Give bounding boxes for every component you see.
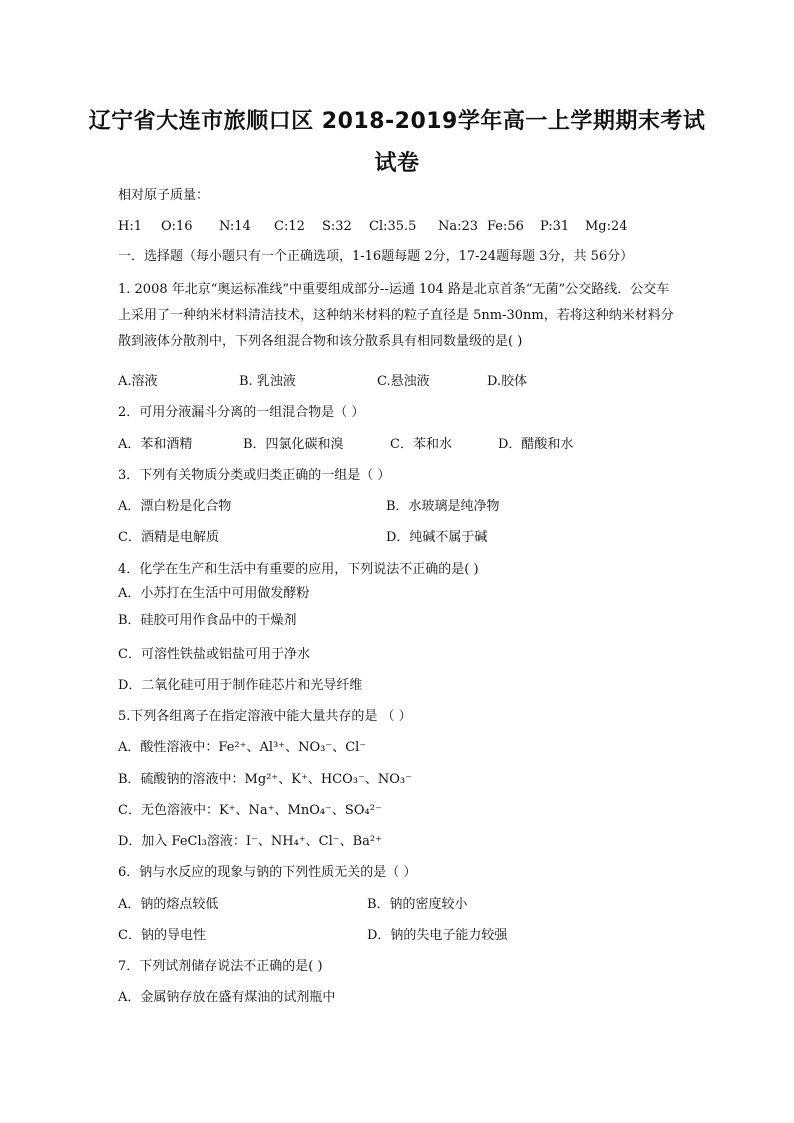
atomic-mass-h: H:1	[118, 219, 142, 234]
section1-heading: 一．选择题（每小题只有一个正确选项，1-16题每题 2分，17-24题每题 3分，共 56分）	[118, 249, 634, 264]
atomic-mass-s: S:32	[322, 219, 352, 234]
atomic-mass-cl: Cl:35.5	[369, 219, 417, 234]
q1-option-c: C.悬浊液	[377, 374, 430, 389]
q2-option-a: A．苯和酒精	[118, 437, 193, 452]
q5-option-c: C．无色溶液中：K⁺、Na⁺、MnO₄⁻、SO₄²⁻	[118, 803, 382, 818]
question-1-stem: 1. 2008 年北京“奥运标准线”中重要组成部分--运通 104 路是北京首条“无菌”公交路线．公交车上采用了一种纳米材料清洁技术，这种纳米材料的粒子直径是 5nm-30nm，若将这种纳米材料分散到液体分散剂中，下列各组混合物和该分散系具有相同数量级的是( )	[118, 282, 674, 349]
q6-option-d: D．钠的失电子能力较强	[367, 928, 508, 943]
question-6-stem: 6．钠与水反应的现象与钠的下列性质无关的是（ ）	[118, 865, 417, 880]
question-5-stem: 5.下列各组离子在指定溶液中能大量共存的是 （ ）	[118, 709, 412, 724]
q3-option-d: D．纯碱不属于碱	[386, 530, 488, 545]
exam-title-line1: 辽宁省大连市旅顺口区 2018-2019学年高一上学期期末考试	[88, 109, 706, 134]
atomic-mass-na: Na:23	[438, 219, 479, 234]
atomic-mass-mg: Mg:24	[585, 219, 628, 234]
q5-option-d: D．加入 FeCl₃溶液：I⁻、NH₄⁺、Cl⁻、Ba²⁺	[118, 834, 382, 849]
atomic-mass-heading: 相对原子质量：	[118, 188, 210, 203]
q3-option-b: B．水玻璃是纯净物	[386, 499, 500, 514]
atomic-mass-n: N:14	[219, 219, 251, 234]
q5-option-a: A．酸性溶液中：Fe²⁺、Al³⁺、NO₃⁻、Cl⁻	[118, 740, 367, 755]
q1-option-b: B. 乳浊液	[239, 374, 296, 389]
q3-option-a: A．漂白粉是化合物	[118, 499, 232, 514]
q6-option-c: C．钠的导电性	[118, 928, 206, 943]
q2-option-b: B．四氯化碳和溴	[243, 437, 344, 452]
q2-option-d: D．醋酸和水	[498, 437, 574, 452]
q3-option-c: C．酒精是电解质	[118, 530, 219, 545]
q6-option-b: B．钠的密度较小	[367, 897, 468, 912]
q7-option-a: A．金属钠存放在盛有煤油的试剂瓶中	[118, 990, 336, 1005]
q1-option-d: D.胶体	[487, 374, 528, 389]
q5-option-b: B．硫酸钠的溶液中：Mg²⁺、K⁺、HCO₃⁻、NO₃⁻	[118, 772, 412, 787]
question-3-stem: 3．下列有关物质分类或归类正确的一组是（ ）	[118, 468, 391, 483]
atomic-mass-fe: Fe:56	[487, 219, 524, 234]
q4-option-b: B．硅胶可用作食品中的干燥剂	[118, 613, 297, 628]
q6-option-a: A．钠的熔点较低	[118, 897, 219, 912]
atomic-mass-p: P:31	[540, 219, 570, 234]
q1-option-a: A.溶液	[118, 374, 158, 389]
q2-option-c: C．苯和水	[390, 437, 452, 452]
atomic-mass-c: C:12	[274, 219, 305, 234]
q4-option-a: A．小苏打在生活中可用做发酵粉	[118, 586, 310, 601]
atomic-mass-o: O:16	[161, 219, 193, 234]
exam-title-line2: 试卷	[374, 151, 420, 176]
q4-option-c: C．可溶性铁盐或铝盐可用于净水	[118, 647, 310, 662]
question-7-stem: 7．下列试剂储存说法不正确的是( )	[118, 959, 323, 974]
q4-option-d: D．二氧化硅可用于制作硅芯片和光导纤维	[118, 678, 363, 693]
question-4-stem: 4．化学在生产和生活中有重要的应用，下列说法不正确的是( )	[118, 562, 479, 577]
question-2-stem: 2．可用分液漏斗分离的一组混合物是（ ）	[118, 405, 365, 420]
